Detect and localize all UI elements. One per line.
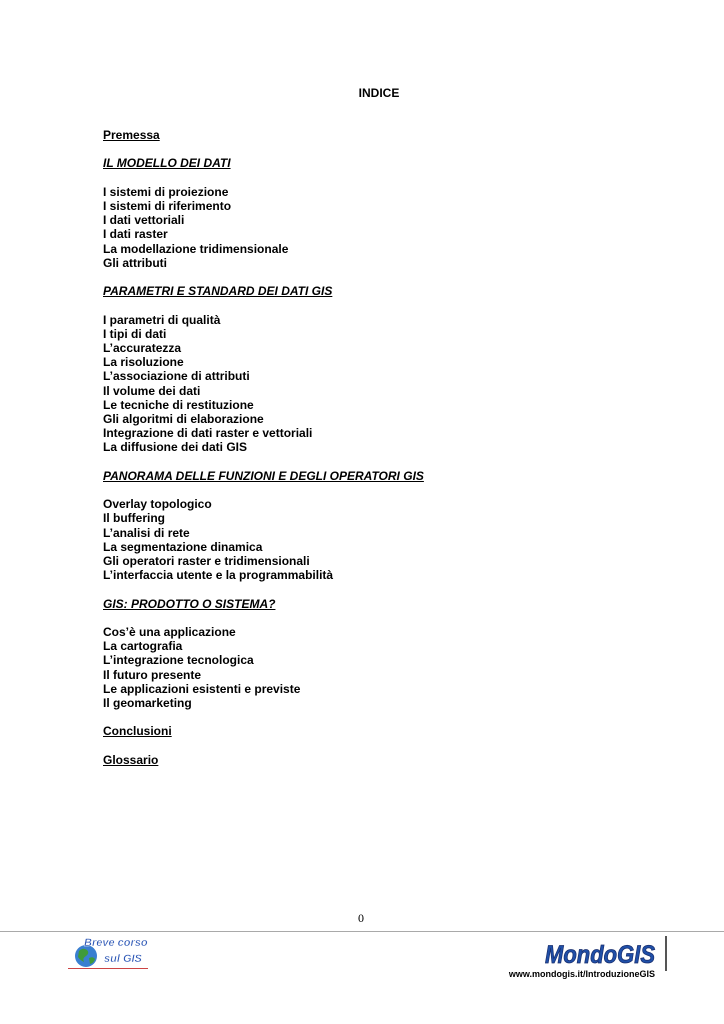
table-of-contents — [103, 128, 623, 767]
logo-side-bar — [665, 936, 667, 971]
toc-item: I dati raster — [103, 227, 168, 242]
toc-link-glossario[interactable]: Glossario — [103, 752, 159, 767]
toc-item: Gli operatori raster e tridimensionali — [103, 554, 310, 568]
toc-section-heading[interactable]: IL MODELLO DEI DATI — [103, 156, 231, 171]
toc-item: I tipi di dati — [103, 326, 167, 341]
toc-item: Overlay topologico — [103, 497, 212, 512]
toc-item: Le applicazioni esistenti e previste — [103, 681, 301, 696]
page-number: 0 — [358, 911, 364, 925]
toc-item: Cos’è una applicazione — [103, 624, 236, 639]
toc-item: I sistemi di proiezione — [103, 184, 229, 199]
breve-corso-logo-line1: Breve corso — [84, 937, 148, 949]
toc-item: La segmentazione dinamica — [103, 539, 263, 554]
toc-link-premessa[interactable]: Premessa — [103, 128, 160, 142]
toc-section-heading[interactable]: PANORAMA DELLE FUNZIONI E DEGLI OPERATORI GIS — [103, 468, 424, 483]
toc-item: Le tecniche di restituzione — [103, 397, 254, 412]
toc-item: I sistemi di riferimento — [103, 198, 232, 213]
toc-item: Il volume dei dati — [103, 383, 201, 398]
toc-item: L’accuratezza — [103, 340, 182, 355]
toc-link-conclusioni[interactable]: Conclusioni — [103, 724, 172, 739]
toc-item: L’associazione di attributi — [103, 369, 250, 384]
toc-item: L’analisi di rete — [103, 525, 190, 540]
breve-corso-logo-line2: sul GIS — [104, 953, 142, 965]
toc-section-heading[interactable]: GIS: PRODOTTO O SISTEMA? — [103, 596, 276, 611]
footer-url[interactable]: www.mondogis.it/IntroduzioneGIS — [508, 969, 655, 979]
breve-corso-logo — [68, 933, 150, 973]
toc-section-heading[interactable]: PARAMETRI E STANDARD DEI DATI GIS — [103, 284, 333, 299]
toc-item: La cartografia — [103, 639, 183, 654]
toc-item: Il geomarketing — [103, 696, 192, 710]
mondogis-logo-text: MondoGIS — [545, 941, 656, 969]
page-title: INDICE — [358, 86, 400, 100]
toc-item: La modellazione tridimensionale — [103, 241, 289, 256]
toc-item: La risoluzione — [103, 355, 184, 370]
toc-item: L’interfaccia utente e la programmabilità — [103, 568, 334, 583]
mondogis-logo — [543, 935, 657, 971]
toc-item: I dati vettoriali — [103, 213, 185, 228]
logo-underline — [68, 968, 148, 969]
toc-item: Gli attributi — [103, 255, 167, 270]
toc-item: Il buffering — [103, 511, 165, 526]
toc-item: I parametri di qualità — [103, 312, 221, 327]
toc-item: Integrazione di dati raster e vettoriali — [103, 426, 313, 441]
toc-item: La diffusione dei dati GIS — [103, 440, 248, 455]
toc-item: Gli algoritmi di elaborazione — [103, 412, 264, 426]
toc-item: Il futuro presente — [103, 667, 202, 682]
footer-divider — [0, 931, 724, 932]
toc-item: L’integrazione tecnologica — [103, 653, 254, 668]
